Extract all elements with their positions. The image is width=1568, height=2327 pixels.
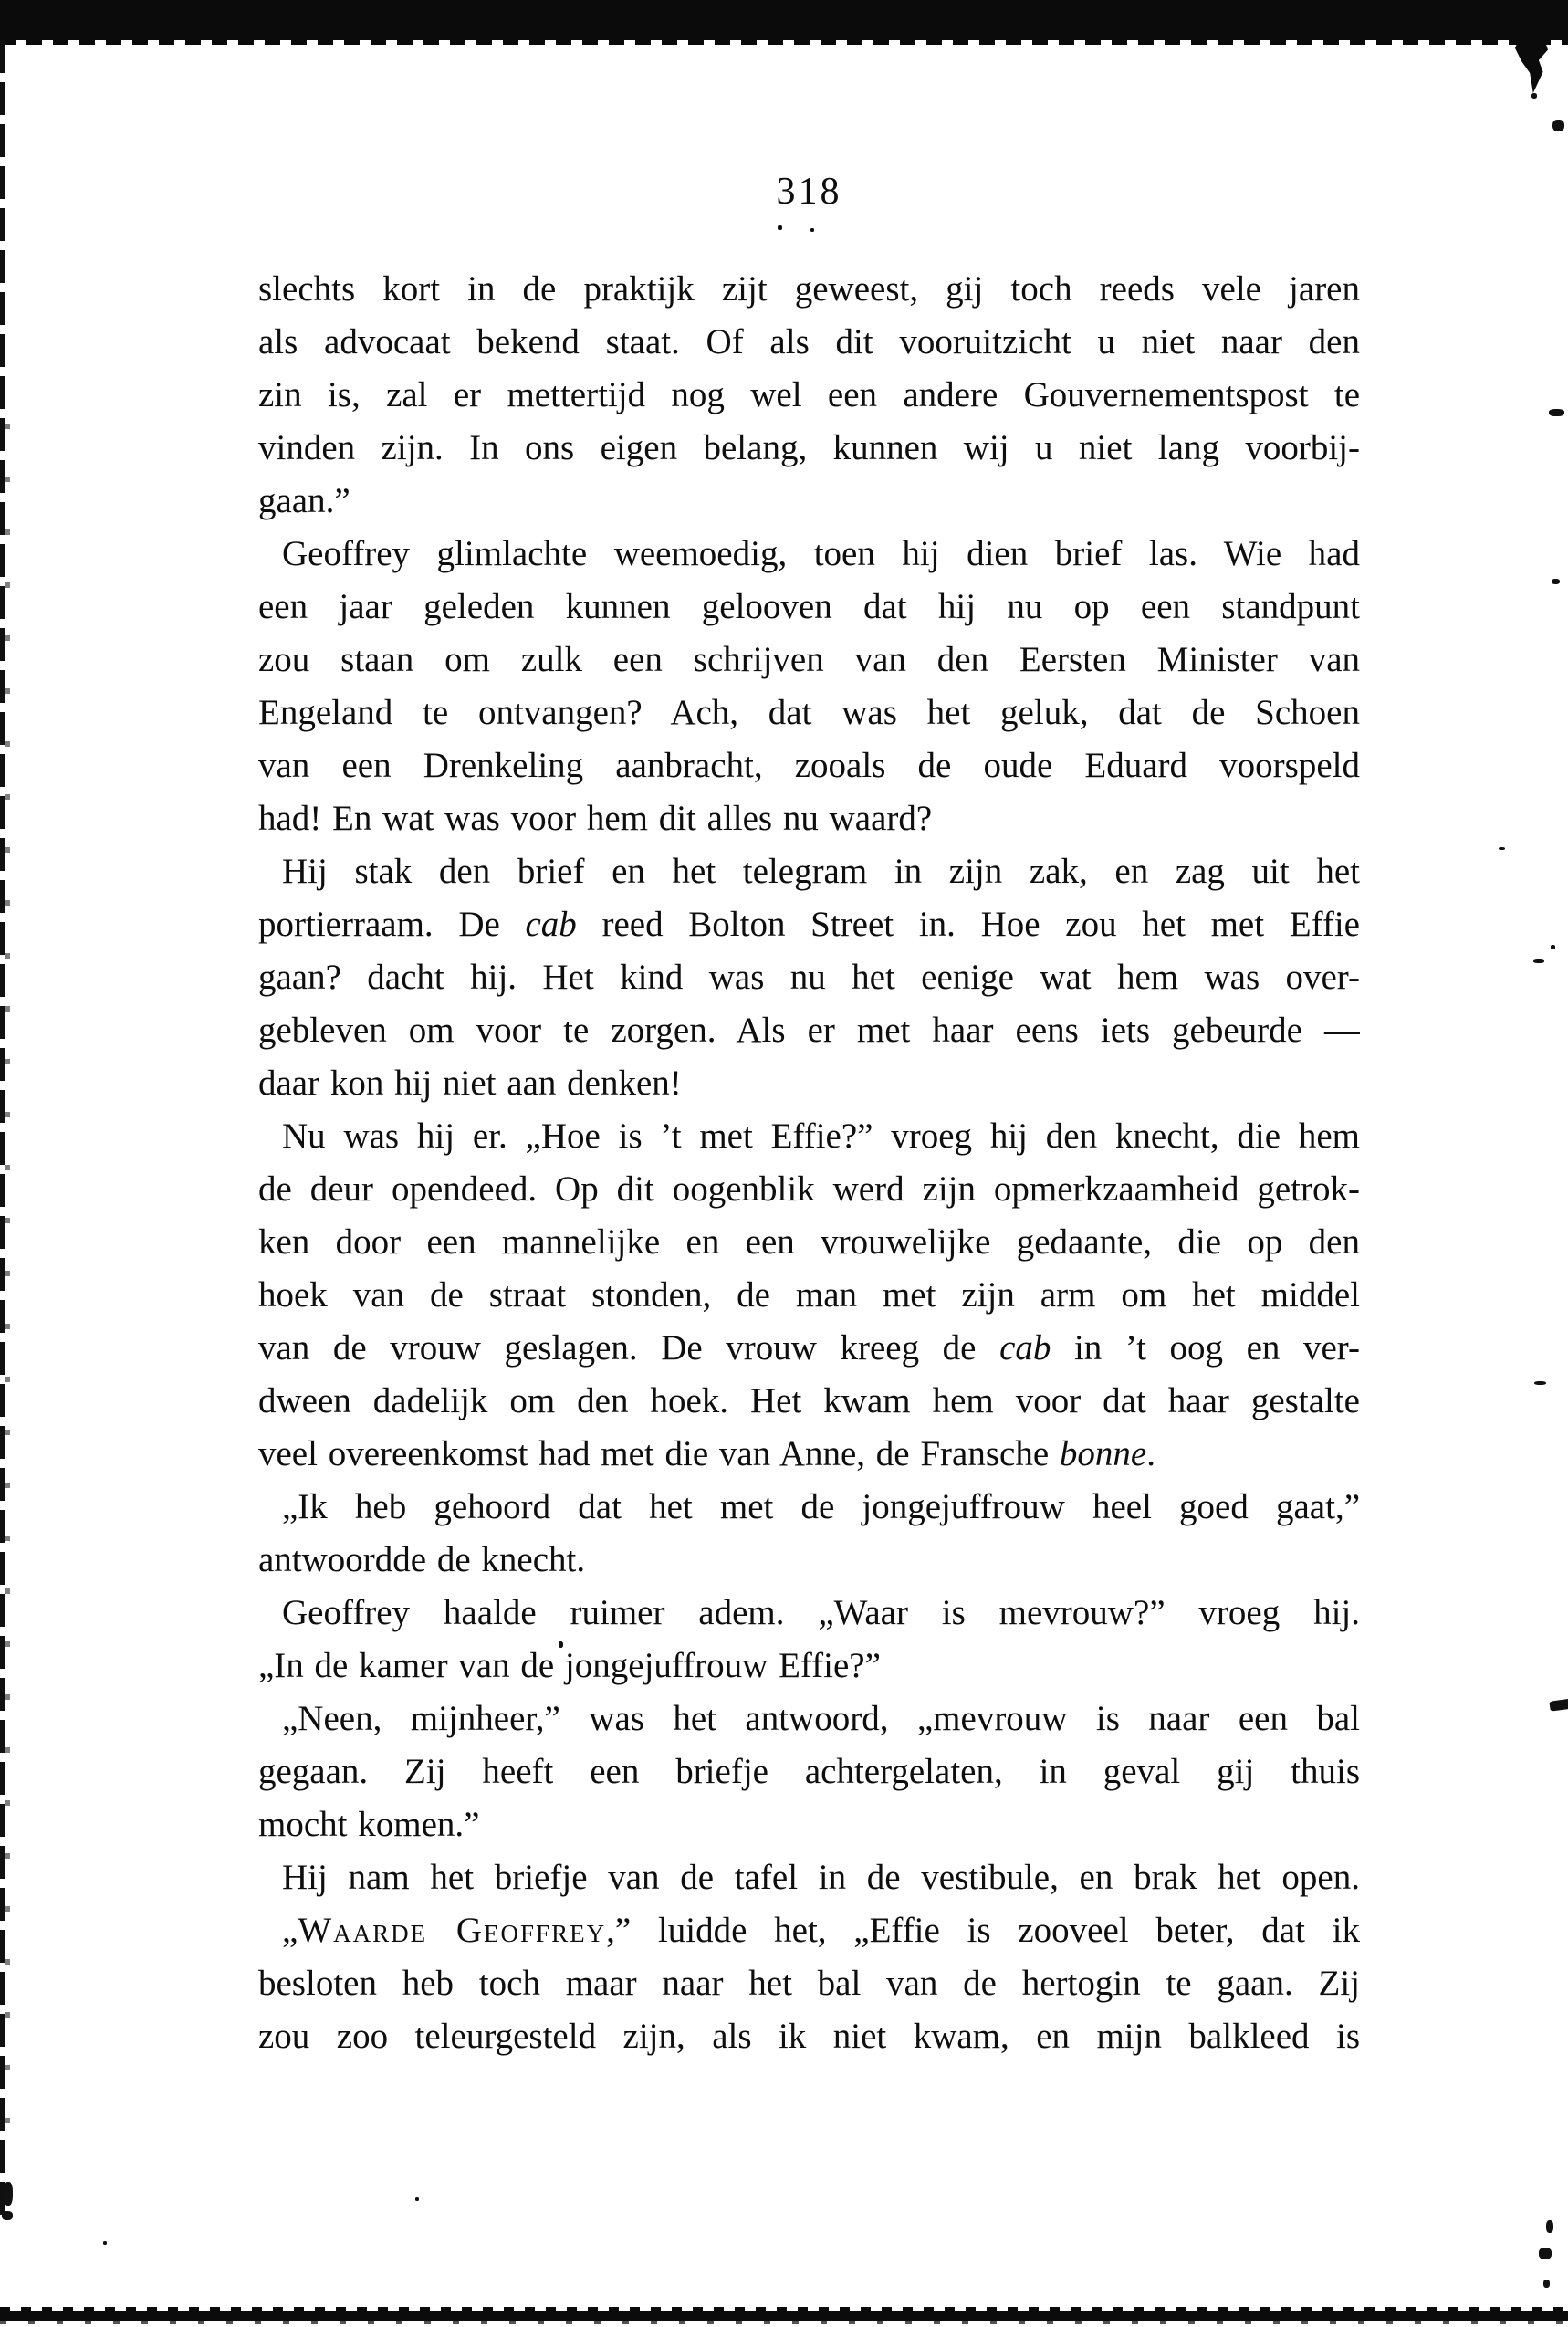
paragraph — [258, 528, 1360, 845]
text-line — [258, 1957, 1360, 2010]
paragraph — [258, 1110, 1360, 1481]
text-block — [258, 263, 1360, 2063]
text-line — [258, 1269, 1360, 1322]
text-segment: „Ik heb gehoord dat het met de jongejuffrouw heel goed gaat,” — [282, 1487, 1360, 1526]
scan-speck — [810, 228, 814, 232]
text-line — [258, 1587, 1360, 1640]
scan-speck — [103, 2241, 107, 2245]
text-segment: als advocaat bekend staat. Of als dit vooruitzicht u niet naar den — [258, 322, 1360, 362]
text-segment: had! En wat was voor hem dit alles nu waard? — [258, 799, 933, 838]
page-number: 318 — [776, 171, 842, 213]
text-segment: besloten heb toch maar naar het bal van de hertogin te gaan. Zij — [258, 1964, 1360, 2003]
scan-artifact-top-band — [0, 0, 1568, 40]
text-line — [258, 1004, 1360, 1057]
scan-speck — [778, 225, 782, 230]
text-line — [258, 1640, 1360, 1693]
text-line — [258, 1428, 1360, 1481]
paragraph — [258, 845, 1360, 1110]
scan-artifact-left-edge-line — [0, 40, 5, 2215]
paragraph — [258, 1693, 1360, 1851]
text-segment: dween dadelijk om den hoek. Het kwam hem voor dat haar gestalte — [258, 1381, 1360, 1420]
text-segment: zou zoo teleurgesteld zijn, als ik niet kwam, en mijn balkleed is — [258, 2017, 1360, 2056]
text-segment-italic: bonne — [1059, 1434, 1147, 1473]
text-segment: reed Bolton Street in. Hoe zou het met Effie — [576, 905, 1360, 944]
text-line — [258, 1481, 1360, 1534]
text-line — [258, 1322, 1360, 1375]
text-segment: ken door een mannelijke en een vrouwelijke gedaante, die op den — [258, 1222, 1360, 1262]
text-line — [258, 634, 1360, 687]
text-segment: . — [1146, 1434, 1155, 1473]
scan-speck — [1552, 579, 1560, 584]
text-segment: in ’t oog en ver- — [1051, 1328, 1360, 1368]
paragraph — [258, 1587, 1360, 1693]
scan-speck — [1531, 93, 1537, 99]
text-segment: ,” luidde het, „Effie is zooveel beter, dat ik — [606, 1911, 1360, 1950]
text-line — [258, 951, 1360, 1004]
text-line — [258, 739, 1360, 792]
text-line — [258, 1216, 1360, 1269]
text-segment: hoek van de straat stonden, de man met zijn arm om het middel — [258, 1275, 1360, 1315]
text-segment-italic: cab — [999, 1328, 1051, 1368]
text-segment: zou staan om zulk een schrijven van den Eersten Minister van — [258, 640, 1360, 679]
text-segment: mocht komen.” — [258, 1805, 480, 1844]
scan-artifact-bottom-line — [0, 2311, 1568, 2321]
paragraph — [258, 1904, 1360, 2063]
text-segment: zin is, zal er mettertijd nog wel een andere Gouvernementspost te — [258, 375, 1360, 414]
scan-speck — [1546, 2220, 1553, 2233]
paragraph — [258, 1481, 1360, 1587]
text-segment: Hij stak den brief en het telegram in zijn zak, en zag uit het — [282, 852, 1360, 891]
text-line — [258, 475, 1360, 528]
text-line — [258, 1375, 1360, 1428]
text-segment: veel overeenkomst had met die van Anne, de Fransche — [258, 1434, 1060, 1473]
text-line — [258, 1057, 1360, 1110]
text-segment: gaan.” — [258, 481, 350, 520]
text-line — [258, 1110, 1360, 1163]
scan-artifact-top-right-blob — [1515, 40, 1548, 93]
text-segment: gebleven om voor te zorgen. Als er met haar eens iets gebeurde — — [258, 1011, 1360, 1050]
text-line — [258, 1851, 1360, 1904]
paragraph — [258, 1851, 1360, 1904]
text-line — [258, 369, 1360, 422]
text-line — [258, 1693, 1360, 1745]
scan-speck — [2, 2211, 13, 2220]
text-segment: „ — [282, 1911, 298, 1950]
scan-speck — [1549, 409, 1564, 416]
text-segment: daar kon hij niet aan denken! — [258, 1064, 682, 1103]
scan-speck — [1499, 847, 1505, 850]
text-line — [258, 316, 1360, 369]
text-segment: Geoffrey haalde ruimer adem. „Waar is mevrouw?” vroeg hij. — [282, 1593, 1360, 1632]
scan-speck — [1534, 1381, 1546, 1385]
text-segment: „In de kamer van de jongejuffrouw Effie?” — [258, 1646, 881, 1685]
text-line — [258, 898, 1360, 951]
text-segment: slechts kort in de praktijk zijt geweest, gij toch reeds vele jaren — [258, 269, 1360, 309]
text-segment: gegaan. Zij heeft een briefje achtergelaten, in geval gij thuis — [258, 1752, 1360, 1791]
text-segment: Engeland te ontvangen? Ach, dat was het geluk, dat de Schoen — [258, 693, 1360, 732]
text-line — [258, 581, 1360, 634]
text-segment: Geoffrey glimlachte weemoedig, toen hij dien brief las. Wie had — [282, 534, 1360, 573]
text-line — [258, 792, 1360, 845]
text-segment: Hij nam het briefje van de tafel in de vestibule, en brak het open. — [282, 1858, 1360, 1897]
text-line — [258, 1904, 1360, 1957]
text-line — [258, 1798, 1360, 1851]
scan-speck — [1533, 959, 1544, 963]
text-line — [258, 422, 1360, 475]
text-segment: gaan? dacht hij. Het kind was nu het eenige wat hem was over- — [258, 958, 1360, 997]
text-segment-italic: cab — [525, 905, 577, 944]
text-segment: Nu was hij er. „Hoe is ’t met Effie?” vroeg hij den knecht, die hem — [282, 1116, 1360, 1156]
scan-speck — [1539, 2248, 1552, 2259]
text-line — [258, 1745, 1360, 1798]
text-segment: portierraam. De — [258, 905, 526, 944]
scan-speck — [415, 2197, 419, 2201]
text-segment: antwoordde de knecht. — [258, 1540, 586, 1579]
text-segment: van de vrouw geslagen. De vrouw kreeg de — [258, 1328, 1000, 1368]
text-line — [258, 2010, 1360, 2063]
scan-speck — [1552, 120, 1564, 131]
text-line — [258, 687, 1360, 739]
text-line — [258, 845, 1360, 898]
text-segment: „Neen, mijnheer,” was het antwoord, „mevrouw is naar een bal — [282, 1699, 1360, 1738]
scan-speck — [4, 2182, 13, 2206]
text-segment: vinden zijn. In ons eigen belang, kunnen wij u niet lang voorbij- — [258, 428, 1360, 467]
text-segment-sc: Waarde Geoffrey — [298, 1911, 607, 1950]
scan-speck — [1543, 2280, 1550, 2288]
scan-speck — [1549, 1698, 1568, 1712]
text-segment: de deur opendeed. Op dit oogenblik werd zijn opmerkzaamheid getrok- — [258, 1169, 1360, 1209]
text-line — [258, 528, 1360, 581]
text-segment: een jaar geleden kunnen gelooven dat hij nu op een standpunt — [258, 587, 1360, 626]
scan-speck — [1551, 945, 1555, 949]
text-line — [258, 1163, 1360, 1216]
text-line — [258, 1534, 1360, 1587]
text-segment: van een Drenkeling aanbracht, zooals de oude Eduard voorspeld — [258, 746, 1360, 785]
text-line — [258, 263, 1360, 316]
paragraph — [258, 263, 1360, 528]
